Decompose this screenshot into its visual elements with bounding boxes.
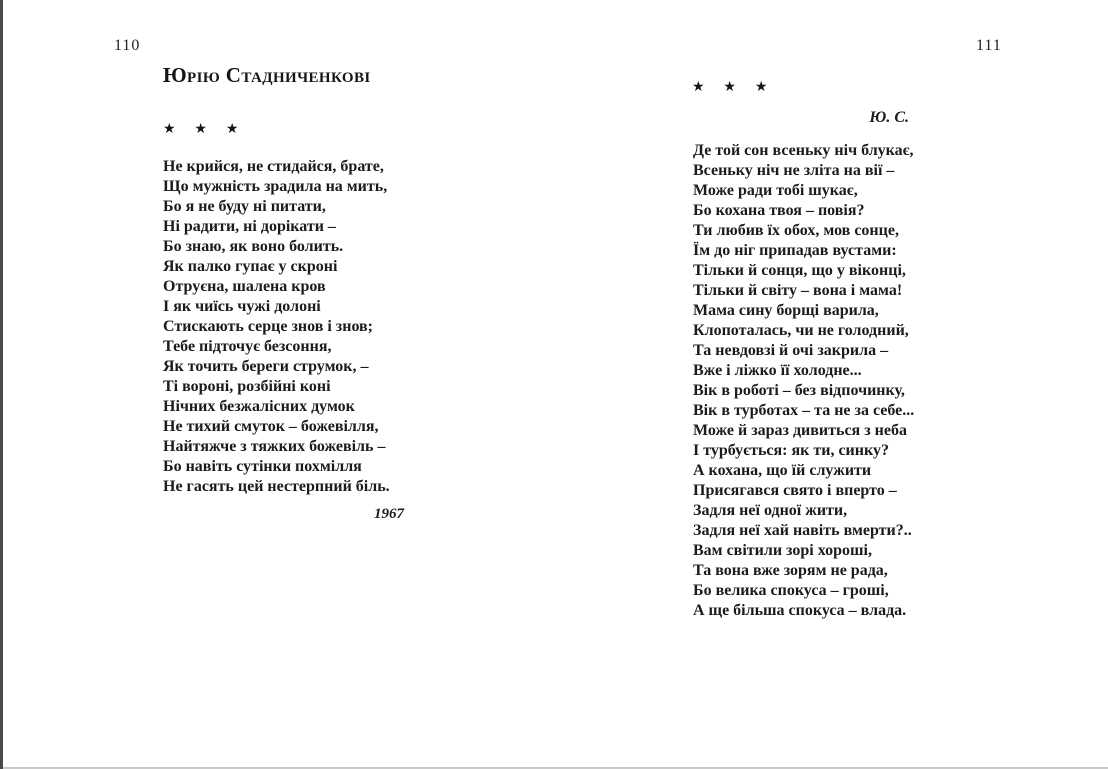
- poem-line: Всеньку ніч не зліта на вії –: [693, 162, 895, 179]
- poem-line: Вік в роботі – без відпочинку,: [693, 382, 905, 399]
- poem-line: Клопоталась, чи не голодний,: [693, 322, 909, 339]
- page-number-right: 111: [976, 37, 1002, 54]
- poem-line: Ті вороні, розбійні коні: [163, 378, 331, 395]
- poem-line: Нічних безжалісних думок: [163, 398, 355, 415]
- poem-line: Та невдовзі й очі закрила –: [693, 342, 889, 359]
- section-divider-stars-left: ★ ★ ★: [163, 121, 246, 137]
- poem-line: А ще більша спокуса – влада.: [693, 602, 907, 619]
- poem-line: Ні радити, ні дорікати –: [163, 218, 336, 235]
- poem-line: Вам світили зорі хороші,: [693, 542, 872, 559]
- poem-line: Їм до ніг припадав вустами:: [693, 242, 897, 259]
- poem-line: Тільки й світу – вона і мама!: [693, 282, 903, 299]
- poem-line: Стискають серце знов і знов;: [163, 318, 374, 335]
- poem-dedication-initials: Ю. С.: [869, 109, 909, 126]
- poem-line: Бо я не буду ні питати,: [163, 198, 326, 215]
- poem-line: Бо навіть сутінки похмілля: [163, 458, 362, 475]
- poem-line: Присягався свято і вперто –: [693, 482, 897, 499]
- poem-line: Вже і ліжко її холодне...: [693, 362, 862, 379]
- poem-line: Не гасять цей нестерпний біль.: [163, 478, 390, 495]
- poem-line: Не тихий смуток – божевілля,: [163, 418, 379, 435]
- poem-left: [163, 157, 390, 497]
- poem-line: Може ради тобі шукає,: [693, 182, 858, 199]
- poem-line: І як чиїсь чужі долоні: [163, 298, 321, 315]
- poem-line: Задля неї одної жити,: [693, 502, 848, 519]
- poem-line: Де той сон всеньку ніч блукає,: [693, 142, 914, 159]
- section-divider-stars-right: ★ ★ ★: [692, 79, 775, 95]
- poem-dedication-title: Юрію Стадниченкові: [163, 63, 371, 87]
- poem-line: Отруєна, шалена кров: [163, 278, 326, 295]
- poem-year: 1967: [374, 506, 404, 522]
- poem-line: Ти любив їх обох, мов сонце,: [693, 222, 899, 239]
- poem-line: Не крийся, не стидайся, брате,: [163, 158, 384, 175]
- poem-line: Бо кохана твоя – повія?: [693, 202, 865, 219]
- poem-line: Мама сину борщі варила,: [693, 302, 879, 319]
- poem-line: Та вона вже зорям не рада,: [693, 562, 888, 579]
- poem-line: Вік в турботах – та не за себе...: [693, 402, 915, 419]
- poem-line: Тільки й сонця, що у віконці,: [693, 262, 906, 279]
- poem-line: Як палко гупає у скроні: [163, 258, 338, 275]
- poem-line: Бо знаю, як воно болить.: [163, 238, 344, 255]
- poem-line: А кохана, що їй служити: [693, 462, 872, 479]
- poem-line: Бо велика спокуса – гроші,: [693, 582, 889, 599]
- page-number-left: 110: [114, 37, 141, 54]
- poem-line: Найтяжче з тяжких божевіль –: [163, 438, 386, 455]
- poem-right: [693, 141, 914, 621]
- poem-line: Може й зараз дивиться з неба: [693, 422, 907, 439]
- poem-line: І турбується: як ти, синку?: [693, 442, 889, 459]
- poem-line: Що мужність зрадила на мить,: [163, 178, 388, 195]
- poem-line: Тебе підточує безсоння,: [163, 338, 332, 355]
- poem-line: Як точить береги струмок, –: [163, 358, 369, 375]
- poem-line: Задля неї хай навіть вмерти?..: [693, 522, 912, 539]
